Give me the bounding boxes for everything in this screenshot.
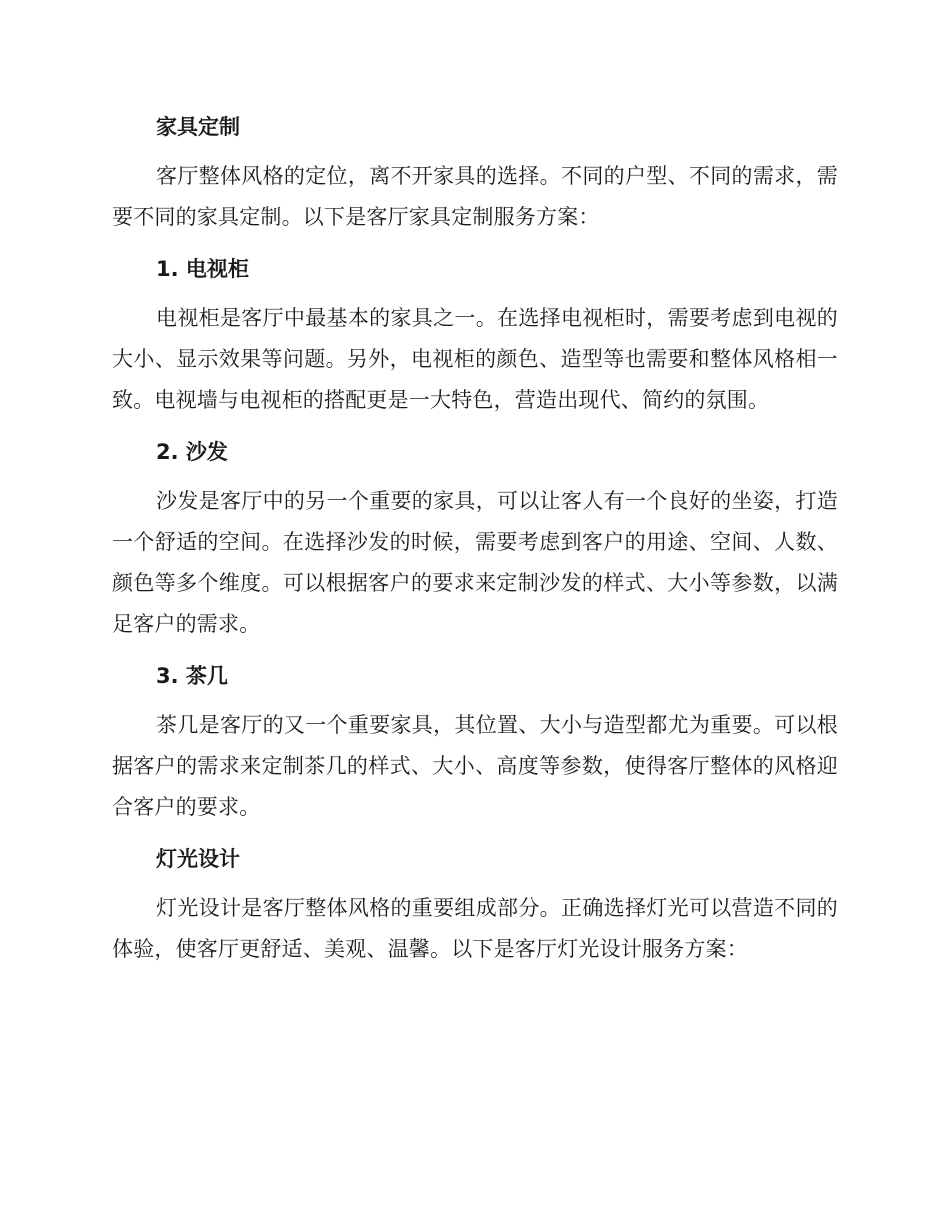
subheading-tv-cabinet: 1. 电视柜 [156,257,249,281]
section-heading-lighting-design: 灯光设计 [156,847,240,871]
document-body [112,106,838,980]
paragraph-tv-cabinet: 电视柜是客厅中最基本的家具之一。在选择电视柜时，需要考虑到电视的大小、显示效果等问题。另外，电视柜的颜色、造型等也需要和整体风格相一致。电视墙与电视柜的搭配更是一大特色，营造出现代、简约的氛围。 [112,306,838,412]
section-heading-furniture-customization: 家具定制 [156,115,240,139]
subheading-coffee-table: 3. 茶几 [156,664,228,688]
paragraph-sofa: 沙发是客厅中的另一个重要的家具，可以让客人有一个良好的坐姿，打造一个舒适的空间。在选择沙发的时候，需要考虑到客户的用途、空间、人数、颜色等多个维度。可以根据客户的要求来定制沙发的样式、大小等参数，以满足客户的需求。 [112,489,838,636]
subheading-sofa: 2. 沙发 [156,440,228,464]
paragraph-lighting-intro: 灯光设计是客厅整体风格的重要组成部分。正确选择灯光可以营造不同的体验，使客厅更舒适、美观、温馨。以下是客厅灯光设计服务方案： [112,896,838,961]
paragraph-coffee-table: 茶几是客厅的又一个重要家具，其位置、大小与造型都尤为重要。可以根据客户的需求来定制茶几的样式、大小、高度等参数，使得客厅整体的风格迎合客户的要求。 [112,713,838,819]
paragraph-furniture-intro: 客厅整体风格的定位，离不开家具的选择。不同的户型、不同的需求，需要不同的家具定制。以下是客厅家具定制服务方案： [112,164,838,229]
